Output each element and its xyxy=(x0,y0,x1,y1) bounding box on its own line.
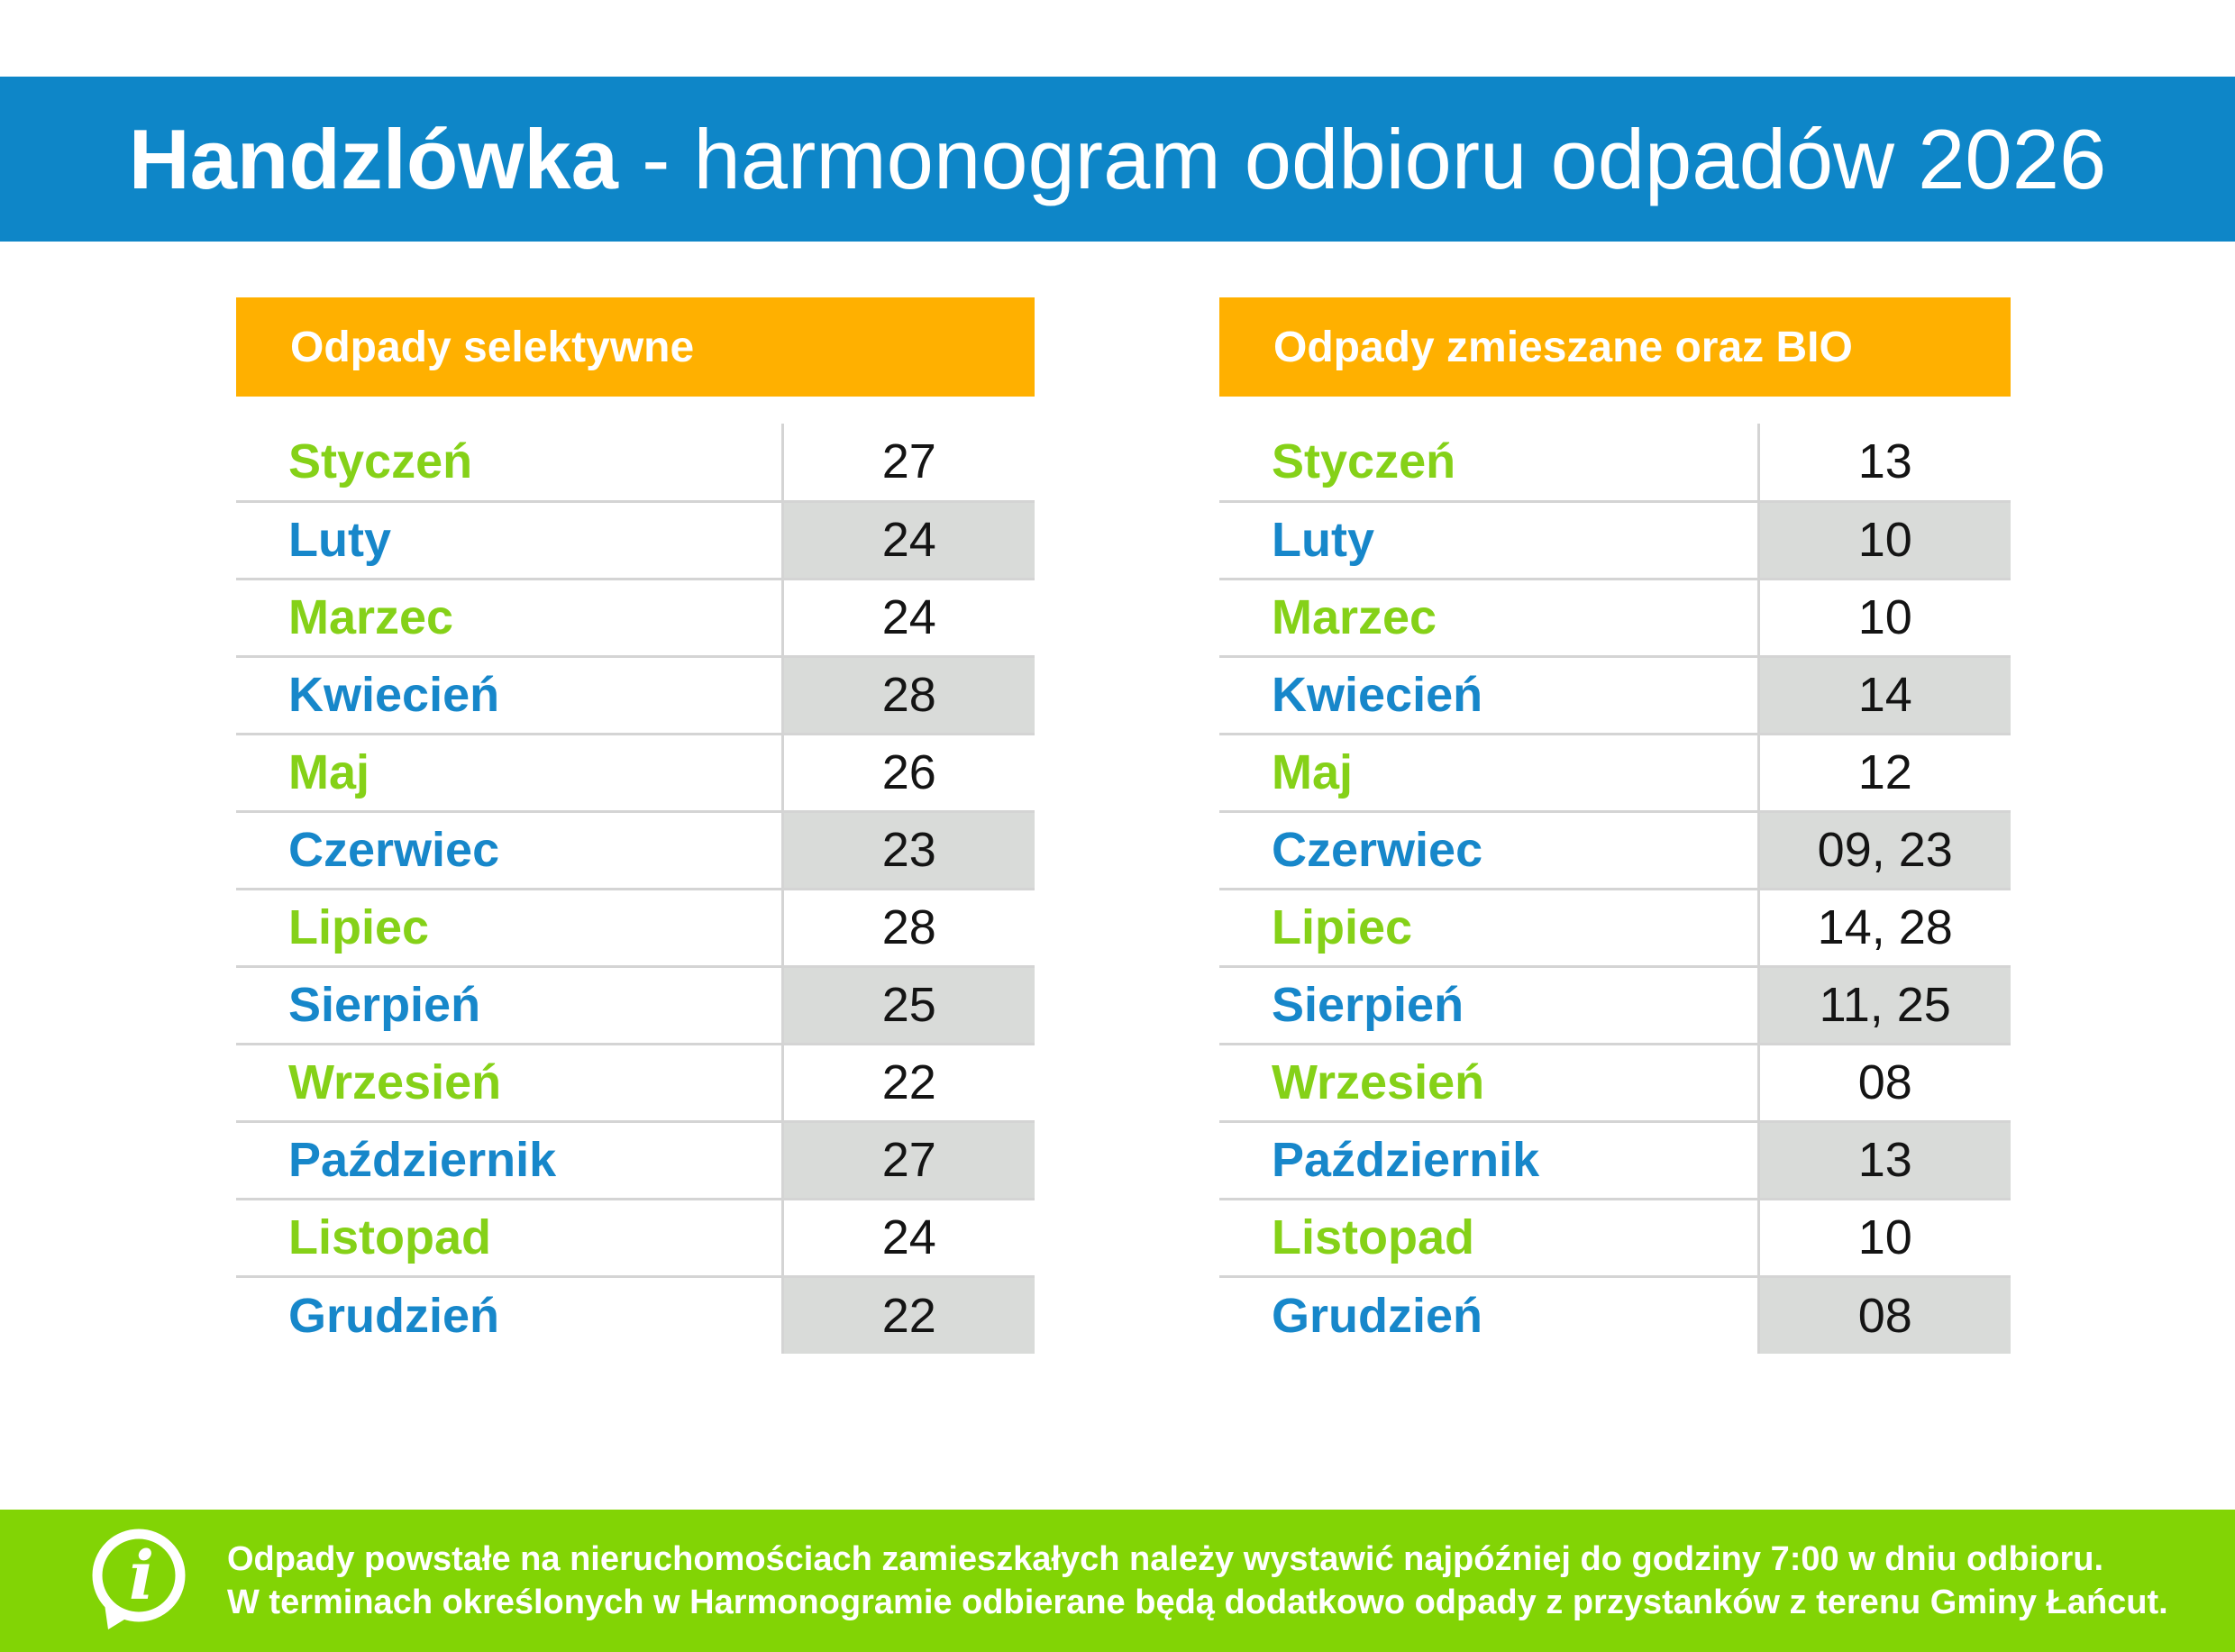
collection-days: 13 xyxy=(1857,1133,1912,1187)
table-row xyxy=(236,656,1035,734)
collection-days: 12 xyxy=(1857,745,1912,799)
month-cell xyxy=(236,579,782,656)
table-row xyxy=(1219,424,2011,501)
month-label: Grudzień xyxy=(288,1288,500,1343)
month-cell xyxy=(236,1121,782,1199)
collection-days: 09, 23 xyxy=(1817,823,1953,877)
table-row xyxy=(1219,1276,2011,1354)
svg-text:i: i xyxy=(128,1538,155,1615)
day-cell xyxy=(782,811,1035,889)
table-row xyxy=(236,424,1035,501)
collection-days: 25 xyxy=(881,978,936,1032)
month-label: Styczeń xyxy=(1272,434,1456,489)
month-label: Grudzień xyxy=(1272,1288,1483,1343)
table-row xyxy=(1219,734,2011,811)
footer-note xyxy=(227,1538,2168,1624)
table-row xyxy=(236,734,1035,811)
mixed-bio-waste-section xyxy=(1219,297,2011,1354)
day-cell xyxy=(1758,1199,2011,1276)
info-footer xyxy=(0,1510,2235,1652)
month-label: Maj xyxy=(288,745,370,799)
table-row xyxy=(1219,1121,2011,1199)
collection-days: 27 xyxy=(881,434,936,489)
month-cell xyxy=(236,656,782,734)
month-label: Czerwiec xyxy=(1272,823,1483,877)
collection-days: 28 xyxy=(881,900,936,954)
collection-days: 22 xyxy=(881,1288,936,1343)
collection-days: 08 xyxy=(1857,1288,1912,1343)
footer-note-line-2: W terminach określonych w Harmonogramie odbierane będą dodatkowo odpady z przystanków z terenu Gminy Łańcut. xyxy=(227,1584,2168,1621)
day-cell xyxy=(1758,1121,2011,1199)
day-cell xyxy=(1758,424,2011,501)
collection-days: 13 xyxy=(1857,434,1912,489)
month-label: Sierpień xyxy=(288,978,481,1032)
month-cell xyxy=(236,424,782,501)
day-cell xyxy=(1758,501,2011,579)
page-title xyxy=(129,111,2107,208)
month-cell xyxy=(236,1044,782,1121)
month-cell xyxy=(236,734,782,811)
month-label: Marzec xyxy=(1272,590,1437,644)
month-label: Wrzesień xyxy=(1272,1055,1485,1109)
table-row xyxy=(1219,811,2011,889)
month-label: Maj xyxy=(1272,745,1354,799)
month-label: Czerwiec xyxy=(288,823,500,877)
month-cell xyxy=(236,811,782,889)
day-cell xyxy=(1758,656,2011,734)
month-cell xyxy=(1219,579,1758,656)
month-label: Lipiec xyxy=(1272,900,1413,954)
day-cell xyxy=(782,1044,1035,1121)
month-cell xyxy=(236,889,782,966)
month-cell xyxy=(236,966,782,1044)
footer-note-line-1: Odpady powstałe na nieruchomościach zamieszkałych należy wystawić najpóźniej do godziny 7:00 w dniu odbioru. xyxy=(227,1540,2104,1578)
collection-days: 24 xyxy=(881,590,936,644)
table-row xyxy=(236,966,1035,1044)
collection-days: 11, 25 xyxy=(1819,978,1951,1032)
collection-days: 22 xyxy=(881,1055,936,1109)
month-cell xyxy=(1219,656,1758,734)
selective-waste-header: Odpady selektywne xyxy=(236,297,1035,397)
month-cell xyxy=(1219,1121,1758,1199)
day-cell xyxy=(1758,1276,2011,1354)
table-row xyxy=(236,579,1035,656)
table-row xyxy=(236,889,1035,966)
month-cell xyxy=(1219,734,1758,811)
collection-days: 10 xyxy=(1857,513,1912,567)
day-cell xyxy=(782,889,1035,966)
day-cell xyxy=(782,1199,1035,1276)
collection-days: 10 xyxy=(1857,1210,1912,1264)
title-bar xyxy=(0,77,2235,242)
month-cell xyxy=(1219,501,1758,579)
collection-days: 14 xyxy=(1857,668,1912,722)
month-label: Marzec xyxy=(288,590,454,644)
month-label: Luty xyxy=(288,513,391,567)
table-row xyxy=(1219,501,2011,579)
collection-days: 08 xyxy=(1857,1055,1912,1109)
collection-days: 24 xyxy=(881,513,936,567)
table-row xyxy=(236,811,1035,889)
month-cell xyxy=(1219,889,1758,966)
collection-days: 27 xyxy=(881,1133,936,1187)
month-label: Kwiecień xyxy=(288,668,500,722)
collection-days: 14, 28 xyxy=(1817,900,1953,954)
table-row xyxy=(236,1199,1035,1276)
day-cell xyxy=(1758,811,2011,889)
month-cell xyxy=(1219,811,1758,889)
day-cell xyxy=(782,579,1035,656)
table-row xyxy=(1219,966,2011,1044)
collection-days: 26 xyxy=(881,745,936,799)
day-cell xyxy=(782,1276,1035,1354)
day-cell xyxy=(1758,889,2011,966)
day-cell xyxy=(782,734,1035,811)
month-cell xyxy=(1219,1044,1758,1121)
collection-days: 23 xyxy=(881,823,936,877)
month-cell xyxy=(1219,966,1758,1044)
schedule-tables xyxy=(0,242,2235,1354)
month-label: Styczeń xyxy=(288,434,473,489)
month-label: Listopad xyxy=(288,1210,491,1264)
mixed-bio-waste-table xyxy=(1219,424,2011,1354)
table-row xyxy=(1219,1044,2011,1121)
day-cell xyxy=(1758,966,2011,1044)
selective-waste-section xyxy=(236,297,1035,1354)
table-row xyxy=(1219,1199,2011,1276)
info-icon xyxy=(81,1521,195,1640)
day-cell xyxy=(782,501,1035,579)
month-cell xyxy=(236,501,782,579)
table-row xyxy=(236,1121,1035,1199)
month-label: Listopad xyxy=(1272,1210,1474,1264)
collection-days: 10 xyxy=(1857,590,1912,644)
day-cell xyxy=(1758,579,2011,656)
table-row xyxy=(236,1276,1035,1354)
month-label: Październik xyxy=(288,1133,557,1187)
table-row xyxy=(236,1044,1035,1121)
day-cell xyxy=(1758,1044,2011,1121)
day-cell xyxy=(782,966,1035,1044)
month-cell xyxy=(1219,424,1758,501)
waste-schedule-poster xyxy=(0,77,2235,1621)
collection-days: 28 xyxy=(881,668,936,722)
month-label: Luty xyxy=(1272,513,1374,567)
month-label: Lipiec xyxy=(288,900,430,954)
day-cell xyxy=(1758,734,2011,811)
month-cell xyxy=(1219,1276,1758,1354)
day-cell xyxy=(782,1121,1035,1199)
table-row xyxy=(236,501,1035,579)
locality-name: Handzlówka xyxy=(128,111,618,206)
title-subtitle: - harmonogram odbioru odpadów 2026 xyxy=(642,111,2107,206)
mixed-bio-waste-header: Odpady zmieszane oraz BIO xyxy=(1219,297,2011,397)
day-cell xyxy=(782,424,1035,501)
month-label: Październik xyxy=(1272,1133,1540,1187)
month-cell xyxy=(1219,1199,1758,1276)
month-label: Kwiecień xyxy=(1272,668,1483,722)
table-row xyxy=(1219,656,2011,734)
month-cell xyxy=(236,1199,782,1276)
table-row xyxy=(1219,889,2011,966)
day-cell xyxy=(782,656,1035,734)
month-label: Wrzesień xyxy=(288,1055,502,1109)
month-label: Sierpień xyxy=(1272,978,1464,1032)
month-cell xyxy=(236,1276,782,1354)
collection-days: 24 xyxy=(881,1210,936,1264)
table-row xyxy=(1219,579,2011,656)
selective-waste-table xyxy=(236,424,1035,1354)
